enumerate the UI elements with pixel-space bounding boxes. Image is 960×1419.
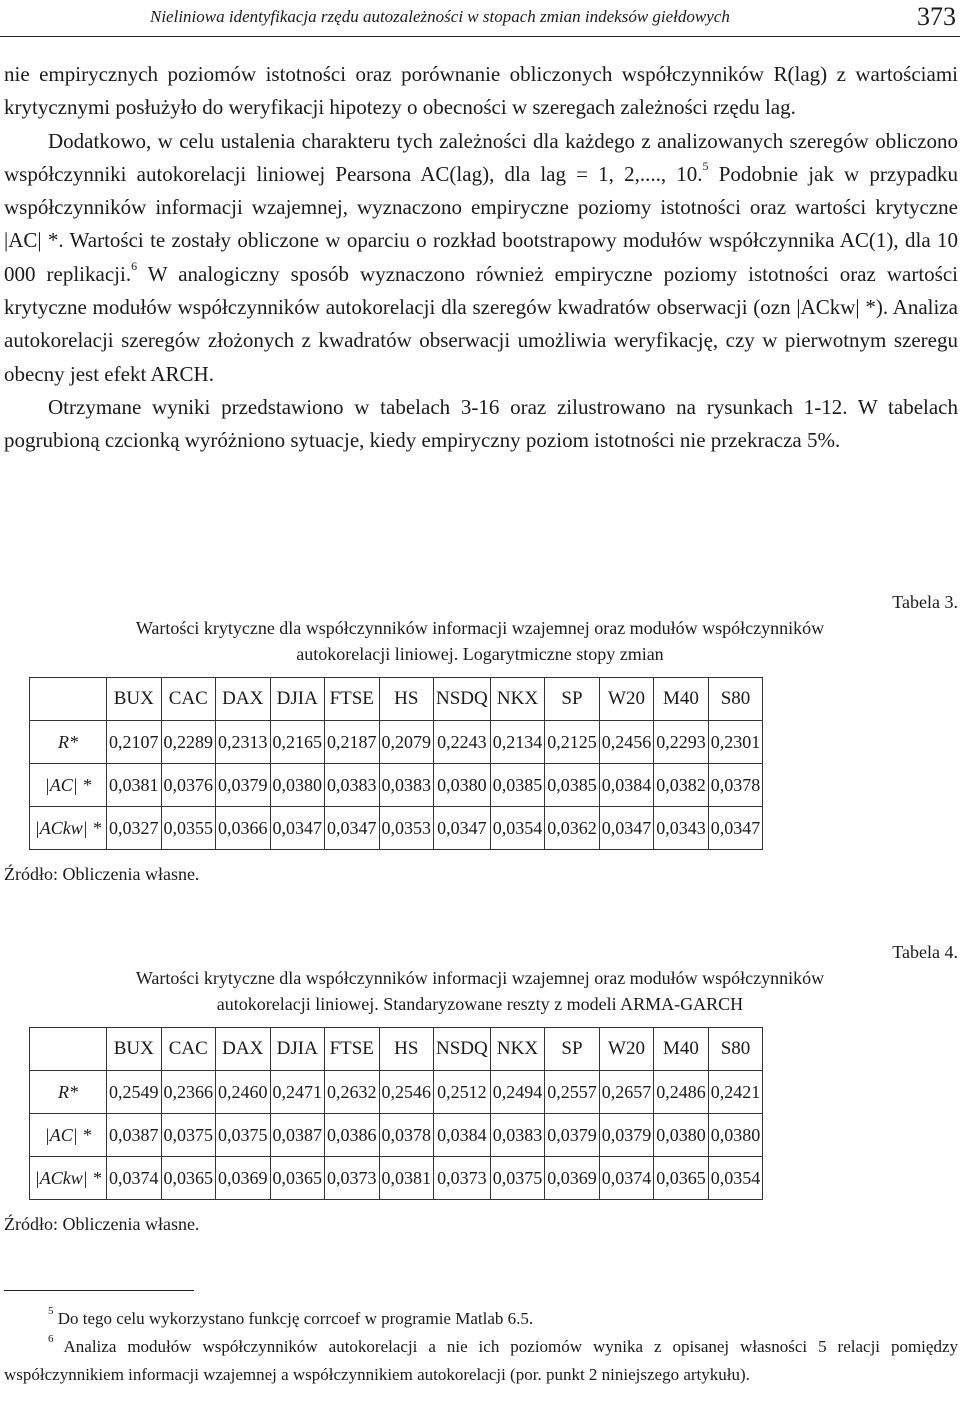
column-header: NKX bbox=[490, 678, 545, 721]
table-cell: 0,2512 bbox=[434, 1071, 491, 1114]
table-3-block bbox=[0, 592, 960, 885]
table-cell: 0,2460 bbox=[216, 1071, 271, 1114]
table-corner-cell bbox=[30, 678, 107, 721]
running-title: Nieliniowa identyfikacja rzędu autozależności w stopach zmian indeksów giełdowych bbox=[150, 7, 730, 26]
table-cell: 0,2546 bbox=[379, 1071, 434, 1114]
table-3-caption-line-1: Wartości krytyczne dla współczynników informacji wzajemnej oraz modułów współczynników bbox=[135, 618, 825, 638]
header-rule bbox=[0, 36, 960, 37]
table-cell: 0,2313 bbox=[216, 721, 271, 764]
table-cell: 0,0369 bbox=[216, 1157, 271, 1200]
table-cell: 0,2107 bbox=[107, 721, 162, 764]
table-cell: 0,2165 bbox=[270, 721, 325, 764]
table-cell: 0,0365 bbox=[161, 1157, 216, 1200]
table-cell: 0,0379 bbox=[599, 1114, 654, 1157]
table-row bbox=[30, 807, 763, 850]
paragraph-1: nie empirycznych poziomów istotności oraz porównanie obliczonych współczynników R(lag) z wartościami krytycznymi posłużyło do weryfikacji hipotezy o obecności w szeregach zależności rzędu lag. bbox=[4, 62, 958, 120]
footnote-5 bbox=[4, 1305, 958, 1333]
column-header: W20 bbox=[599, 678, 654, 721]
table-cell: 0,0384 bbox=[599, 764, 654, 807]
table-row bbox=[30, 721, 763, 764]
body-text bbox=[4, 58, 958, 458]
table-cell: 0,2301 bbox=[708, 721, 763, 764]
column-header: M40 bbox=[654, 1028, 709, 1071]
footnote-ref-5: 5 bbox=[702, 158, 709, 173]
footnote-rule bbox=[4, 1290, 194, 1291]
column-header: SP bbox=[545, 1028, 600, 1071]
table-cell: 0,0375 bbox=[161, 1114, 216, 1157]
table-cell: 0,0347 bbox=[708, 807, 763, 850]
table-header-row bbox=[30, 678, 763, 721]
table-cell: 0,2293 bbox=[654, 721, 709, 764]
footnote-number: 6 bbox=[48, 1333, 54, 1346]
column-header: DJIA bbox=[270, 1028, 325, 1071]
table-cell: 0,0382 bbox=[654, 764, 709, 807]
table-cell: 0,0375 bbox=[216, 1114, 271, 1157]
table-cell: 0,0380 bbox=[654, 1114, 709, 1157]
table-cell: 0,2494 bbox=[490, 1071, 545, 1114]
row-label: R* bbox=[30, 721, 107, 764]
table-header-row bbox=[30, 1028, 763, 1071]
table-cell: 0,0373 bbox=[325, 1157, 380, 1200]
table-cell: 0,0374 bbox=[599, 1157, 654, 1200]
table-cell: 0,0387 bbox=[270, 1114, 325, 1157]
table-cell: 0,2557 bbox=[545, 1071, 600, 1114]
table-cell: 0,0362 bbox=[545, 807, 600, 850]
table-cell: 0,0378 bbox=[379, 1114, 434, 1157]
table-cell: 0,2366 bbox=[161, 1071, 216, 1114]
paragraph-2-part-c: W analogiczny sposób wyznaczono również empiryczne poziomy istotności oraz wartości krytyczne modułów współczynników autokorelacji dla szeregów kwadratów obserwacji (ozn |ACkw| *). Analiza autokorelacji szeregów złożonych z kwadratów obserwacji umożliwia weryfikację, czy w pierwotnym szeregu obecny jest efekt ARCH. bbox=[4, 261, 958, 386]
table-cell: 0,0374 bbox=[107, 1157, 162, 1200]
table-cell: 0,0369 bbox=[545, 1157, 600, 1200]
table-cell: 0,0380 bbox=[708, 1114, 763, 1157]
table-cell: 0,0381 bbox=[107, 764, 162, 807]
column-header: M40 bbox=[654, 678, 709, 721]
table-cell: 0,0379 bbox=[545, 1114, 600, 1157]
table-row bbox=[30, 1071, 763, 1114]
table-3-source: Źródło: Obliczenia własne. bbox=[4, 864, 200, 884]
column-header: NKX bbox=[490, 1028, 545, 1071]
table-3-caption bbox=[0, 615, 960, 667]
column-header: DJIA bbox=[270, 678, 325, 721]
row-label: |AC| * bbox=[30, 1114, 107, 1157]
footnote-ref-6: 6 bbox=[131, 258, 138, 273]
column-header: SP bbox=[545, 678, 600, 721]
table-cell: 0,0378 bbox=[708, 764, 763, 807]
footnote-text: Do tego celu wykorzystano funkcję corrcoef w programie Matlab 6.5. bbox=[57, 1309, 534, 1328]
table-cell: 0,0376 bbox=[161, 764, 216, 807]
table-cell: 0,0383 bbox=[379, 764, 434, 807]
page-header bbox=[0, 2, 960, 32]
table-cell: 0,2243 bbox=[434, 721, 491, 764]
column-header: CAC bbox=[161, 678, 216, 721]
paragraph-2-part-a: Dodatkowo, w celu ustalenia charakteru tych zależności dla każdego z analizowanych szeregów obliczono współczynniki autokorelacji liniowej Pearsona AC(lag), dla lag = 1, 2,...., 10. bbox=[4, 128, 958, 186]
table-4-block bbox=[0, 942, 960, 1235]
table-3-label: Tabela 3. bbox=[892, 592, 958, 612]
footnotes bbox=[4, 1290, 958, 1389]
table-cell: 0,2486 bbox=[654, 1071, 709, 1114]
table-cell: 0,0353 bbox=[379, 807, 434, 850]
table-4-caption-line-1: Wartości krytyczne dla współczynników informacji wzajemnej oraz modułów współczynników bbox=[135, 968, 825, 988]
table-cell: 0,0387 bbox=[107, 1114, 162, 1157]
column-header: HS bbox=[379, 678, 434, 721]
table-4-caption bbox=[0, 965, 960, 1017]
column-header: FTSE bbox=[325, 1028, 380, 1071]
table-cell: 0,0355 bbox=[161, 807, 216, 850]
table-cell: 0,0347 bbox=[270, 807, 325, 850]
table-cell: 0,0380 bbox=[434, 764, 491, 807]
column-header: S80 bbox=[708, 678, 763, 721]
table-cell: 0,0383 bbox=[325, 764, 380, 807]
table-cell: 0,2187 bbox=[325, 721, 380, 764]
paragraph-3: Otrzymane wyniki przedstawiono w tabelach 3-16 oraz zilustrowano na rysunkach 1-12. W tabelach pogrubioną czcionką wyróżniono sytuacje, kiedy empiryczny poziom istotności nie przekracza 5%. bbox=[4, 394, 958, 453]
table-cell: 0,0379 bbox=[216, 764, 271, 807]
footnote-6 bbox=[4, 1333, 958, 1389]
table-cell: 0,0383 bbox=[490, 1114, 545, 1157]
table-cell: 0,0347 bbox=[599, 807, 654, 850]
footnote-text: Analiza modułów współczynników autokorelacji a nie ich poziomów wynika z opisanej własności 5 relacji pomiędzy współczynnikiem informacji wzajemnej a współczynnikiem autokorelacji (por. punkt 2 niniejszego artykułu). bbox=[4, 1337, 958, 1384]
table-4-source: Źródło: Obliczenia własne. bbox=[4, 1214, 200, 1234]
column-header: BUX bbox=[107, 678, 162, 721]
column-header: DAX bbox=[216, 1028, 271, 1071]
row-label: R* bbox=[30, 1071, 107, 1114]
table-cell: 0,2456 bbox=[599, 721, 654, 764]
footnote-number: 5 bbox=[48, 1305, 54, 1318]
table-3 bbox=[29, 677, 763, 850]
table-cell: 0,2125 bbox=[545, 721, 600, 764]
table-cell: 0,0385 bbox=[490, 764, 545, 807]
table-cell: 0,0347 bbox=[434, 807, 491, 850]
table-cell: 0,2289 bbox=[161, 721, 216, 764]
column-header: NSDQ bbox=[434, 1028, 491, 1071]
table-corner-cell bbox=[30, 1028, 107, 1071]
column-header: BUX bbox=[107, 1028, 162, 1071]
table-3-caption-line-2: autokorelacji liniowej. Logarytmiczne stopy zmian bbox=[296, 644, 664, 664]
table-cell: 0,0354 bbox=[708, 1157, 763, 1200]
table-cell: 0,0375 bbox=[490, 1157, 545, 1200]
table-4 bbox=[29, 1027, 763, 1200]
row-label: |ACkw| * bbox=[30, 1157, 107, 1200]
column-header: S80 bbox=[708, 1028, 763, 1071]
row-label: |ACkw| * bbox=[30, 807, 107, 850]
table-cell: 0,0343 bbox=[654, 807, 709, 850]
table-4-caption-line-2: autokorelacji liniowej. Standaryzowane reszty z modeli ARMA-GARCH bbox=[216, 994, 744, 1014]
table-row bbox=[30, 764, 763, 807]
table-cell: 0,0347 bbox=[325, 807, 380, 850]
paragraph-2-part-b: Podobnie jak w przypadku współczynników informacji wzajemnej, wyznaczono empiryczne poziomy istotności oraz wartości krytyczne |AC| *. Wartości te zostały obliczone w oparciu o rozkład bootstrapowy modułów współczynnika AC(1), dla 10 000 replikacji. bbox=[4, 161, 958, 286]
table-cell: 0,2471 bbox=[270, 1071, 325, 1114]
table-cell: 0,0366 bbox=[216, 807, 271, 850]
table-cell: 0,0381 bbox=[379, 1157, 434, 1200]
table-cell: 0,0385 bbox=[545, 764, 600, 807]
paragraph-2 bbox=[4, 125, 958, 391]
column-header: W20 bbox=[599, 1028, 654, 1071]
page-number: 373 bbox=[917, 2, 956, 31]
table-cell: 0,2079 bbox=[379, 721, 434, 764]
table-cell: 0,0327 bbox=[107, 807, 162, 850]
table-cell: 0,0365 bbox=[654, 1157, 709, 1200]
table-cell: 0,0384 bbox=[434, 1114, 491, 1157]
table-cell: 0,2549 bbox=[107, 1071, 162, 1114]
table-row bbox=[30, 1157, 763, 1200]
table-cell: 0,0373 bbox=[434, 1157, 491, 1200]
column-header: FTSE bbox=[325, 678, 380, 721]
table-cell: 0,0386 bbox=[325, 1114, 380, 1157]
table-cell: 0,2134 bbox=[490, 721, 545, 764]
column-header: DAX bbox=[216, 678, 271, 721]
table-cell: 0,2657 bbox=[599, 1071, 654, 1114]
table-4-label: Tabela 4. bbox=[892, 942, 958, 962]
table-cell: 0,2421 bbox=[708, 1071, 763, 1114]
table-row bbox=[30, 1114, 763, 1157]
table-cell: 0,0380 bbox=[270, 764, 325, 807]
column-header: NSDQ bbox=[434, 678, 491, 721]
column-header: HS bbox=[379, 1028, 434, 1071]
table-cell: 0,2632 bbox=[325, 1071, 380, 1114]
table-cell: 0,0354 bbox=[490, 807, 545, 850]
row-label: |AC| * bbox=[30, 764, 107, 807]
column-header: CAC bbox=[161, 1028, 216, 1071]
table-cell: 0,0365 bbox=[270, 1157, 325, 1200]
